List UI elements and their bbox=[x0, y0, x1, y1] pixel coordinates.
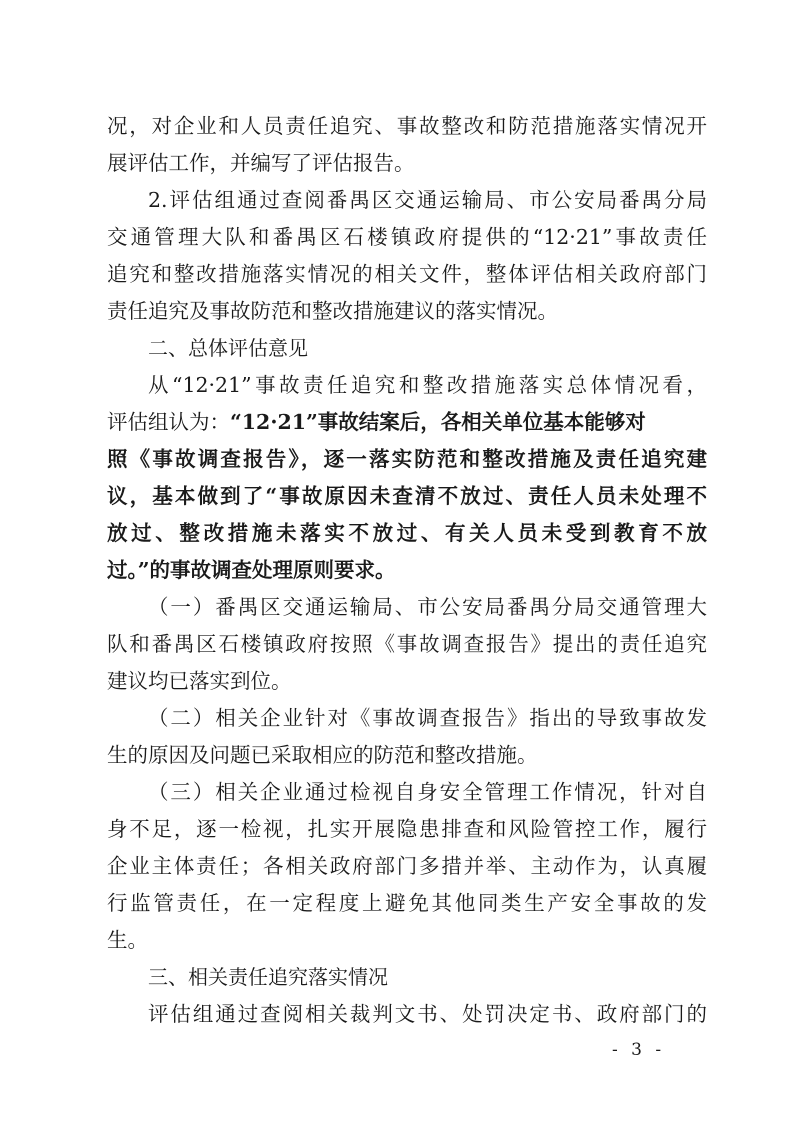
paragraph-line bbox=[107, 404, 707, 441]
paragraph-line: 交通管理大队和番禺区石楼镇政府提供的“12·21”事故责任 bbox=[107, 225, 707, 249]
paragraph-line: 评估组通过查阅相关裁判文书、处罚决定书、政府部门的 bbox=[148, 1002, 707, 1026]
bold-paragraph-line: 过。”的事故调查处理原则要求。 bbox=[107, 558, 396, 582]
bold-text: “12·21”事故结案后，各相关单位基本能够对 bbox=[230, 410, 646, 434]
paragraph-line: 2.评估组通过查阅番禺区交通运输局、市公安局番禺分局 bbox=[148, 188, 707, 212]
bold-paragraph-line: 议，基本做到了“事故原因未查清不放过、责任人员未处理不 bbox=[107, 484, 707, 508]
bold-paragraph-line: 照《事故调查报告》，逐一落实防范和整改措施及责任追究建 bbox=[107, 447, 707, 471]
paragraph-line: 追究和整改措施落实情况的相关文件，整体评估相关政府部门 bbox=[107, 262, 707, 286]
list-item-line: （三）相关企业通过检视自身安全管理工作情况，针对自 bbox=[148, 780, 707, 804]
section-heading: 三、相关责任追究落实情况 bbox=[148, 965, 388, 989]
list-item-line: （二）相关企业针对《事故调查报告》指出的导致事故发 bbox=[148, 706, 707, 730]
paragraph-line: 责任追究及事故防范和整改措施建议的落实情况。 bbox=[107, 299, 558, 323]
page-number: - 3 - bbox=[612, 1040, 666, 1060]
list-item-line: 行监管责任，在一定程度上避免其他同类生产安全事故的发 bbox=[107, 891, 707, 915]
list-item-line: 企业主体责任；各相关政府部门多措并举、主动作为，认真履 bbox=[107, 854, 707, 878]
list-item-line: 建议均已落实到位。 bbox=[107, 669, 292, 693]
paragraph-line: 况，对企业和人员责任追究、事故整改和防范措施落实情况开 bbox=[107, 114, 707, 138]
bold-paragraph-line: 放过、整改措施未落实不放过、有关人员未受到教育不放 bbox=[107, 521, 707, 545]
list-item-line: 身不足，逐一检视，扎实开展隐患排查和风险管控工作，履行 bbox=[107, 817, 707, 841]
list-item-line: 生的原因及问题已采取相应的防范和整改措施。 bbox=[107, 743, 538, 767]
list-item-line: （一）番禺区交通运输局、市公安局番禺分局交通管理大 bbox=[148, 595, 707, 619]
list-item-line: 队和番禺区石楼镇政府按照《事故调查报告》提出的责任追究 bbox=[107, 632, 707, 656]
section-heading: 二、总体评估意见 bbox=[148, 336, 308, 360]
normal-text: 评估组认为： bbox=[107, 410, 230, 434]
paragraph-line: 从“12·21”事故责任追究和整改措施落实总体情况看， bbox=[148, 373, 707, 397]
list-item-line: 生。 bbox=[107, 928, 148, 952]
paragraph-line: 展评估工作，并编写了评估报告。 bbox=[107, 151, 415, 175]
